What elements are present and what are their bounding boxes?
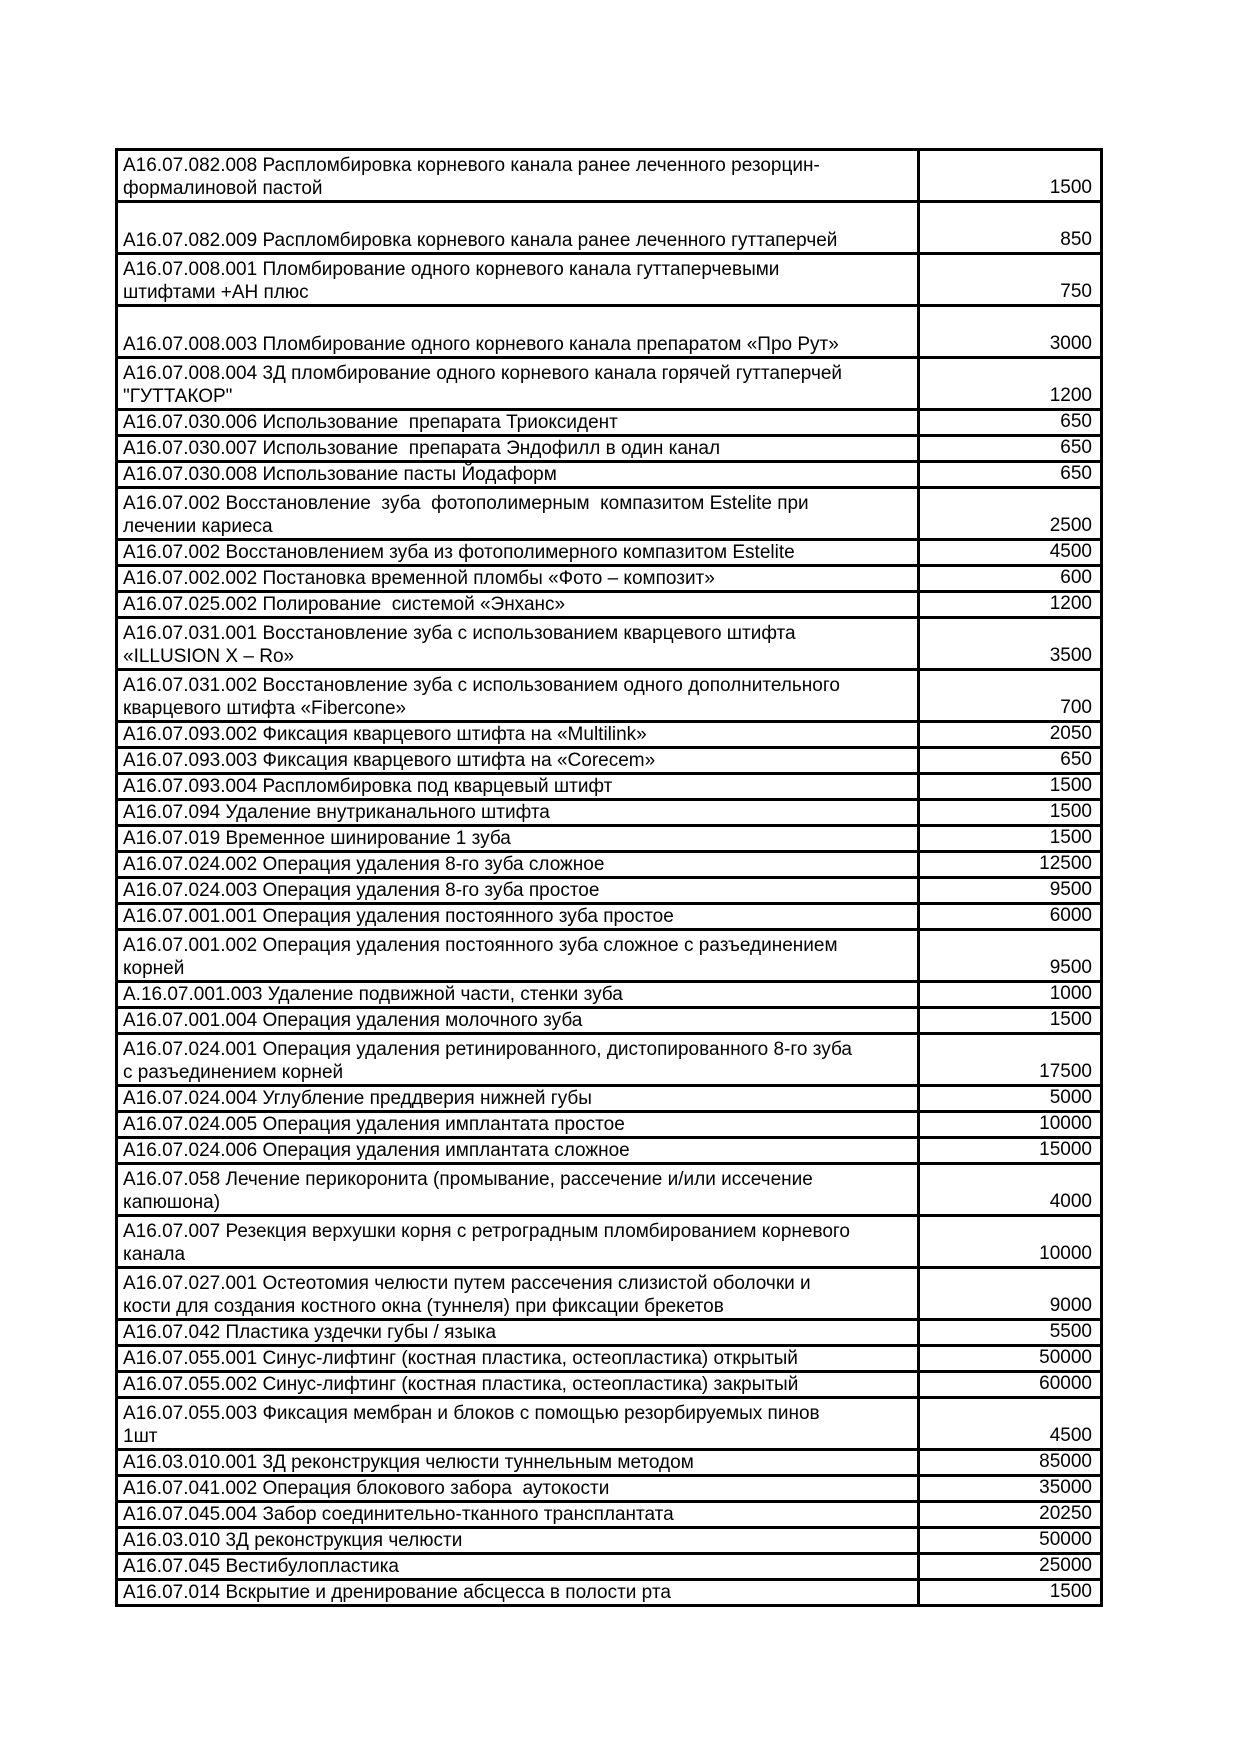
table-row: [118, 1035, 1100, 1087]
price-cell: 1500: [1049, 801, 1092, 822]
service-description-line: А16.07.024.001 Операция удаления ретинированного, дистопированного 8-го зуба: [123, 1039, 852, 1060]
service-description-cell: [118, 1087, 920, 1110]
service-description-cell: [118, 1139, 920, 1162]
service-description-line: А16.07.055.002 Синус-лифтинг (костная пластика, остеопластика) закрытый: [123, 1374, 799, 1395]
table-row: [118, 489, 1100, 541]
service-description-cell: [118, 1321, 920, 1344]
service-description-line: А16.07.019 Временное шинирование 1 зуба: [123, 828, 511, 849]
service-description-cell: [118, 489, 920, 538]
service-description-line: А16.03.010.001 3Д реконструкция челюсти туннельным методом: [123, 1452, 694, 1473]
table-row: [118, 1581, 1100, 1607]
service-description-cell: [118, 619, 920, 668]
table-row: [118, 1503, 1100, 1529]
service-description-cell: [118, 801, 920, 824]
service-description-line: А16.07.045.004 Забор соединительно-тканного трансплантата: [123, 1504, 674, 1525]
table-row: [118, 983, 1100, 1009]
service-description-line: капюшона): [123, 1192, 221, 1213]
service-description-line: 1шт: [123, 1426, 158, 1447]
price-cell: 50000: [1039, 1347, 1092, 1368]
price-cell: 5000: [1049, 1087, 1092, 1108]
service-description-cell: [118, 931, 920, 980]
service-description-cell: [118, 359, 920, 408]
price-cell: 4000: [1049, 1191, 1092, 1212]
price-cell: 4500: [1049, 1425, 1092, 1446]
price-cell: 1500: [1049, 827, 1092, 848]
service-description-cell: [118, 463, 920, 486]
table-row: [118, 853, 1100, 879]
service-description-line: А16.07.031.001 Восстановление зуба с использованием кварцевого штифта: [123, 623, 796, 644]
service-description-line: А16.07.001.004 Операция удаления молочного зуба: [123, 1010, 583, 1031]
price-cell: 35000: [1039, 1477, 1092, 1498]
service-description-line: формалиновой пастой: [123, 178, 323, 199]
service-description-line: А16.07.031.002 Восстановление зуба с использованием одного дополнительного: [123, 675, 840, 696]
service-description-cell: [118, 1269, 920, 1318]
service-description-cell: [118, 1217, 920, 1266]
service-description-cell: [118, 151, 920, 200]
table-row: [118, 1087, 1100, 1113]
service-description-cell: [118, 775, 920, 798]
price-cell: 1500: [1049, 775, 1092, 796]
service-description-line: А.16.07.001.003 Удаление подвижной части, стенки зуба: [123, 984, 623, 1005]
service-description-line: кости для создания костного окна (туннеля) при фиксации брекетов: [123, 1296, 724, 1317]
service-description-cell: [118, 437, 920, 460]
service-description-cell: [118, 827, 920, 850]
price-cell: 850: [1060, 229, 1092, 250]
table-row: [118, 619, 1100, 671]
table-row: [118, 905, 1100, 931]
table-row: [118, 1113, 1100, 1139]
service-description-line: А16.07.093.003 Фиксация кварцевого штифта на «Corecem»: [123, 750, 656, 771]
price-table: [115, 148, 1103, 1607]
table-row: [118, 203, 1100, 255]
table-row: [118, 801, 1100, 827]
table-row: [118, 775, 1100, 801]
price-cell: 1500: [1049, 1009, 1092, 1030]
service-description-line: А16.07.024.006 Операция удаления имплантата сложное: [123, 1140, 630, 1161]
service-description-cell: [118, 879, 920, 902]
price-cell: 700: [1060, 697, 1092, 718]
table-row: [118, 1373, 1100, 1399]
price-cell: 1000: [1049, 983, 1092, 1004]
price-cell: 5500: [1049, 1321, 1092, 1342]
service-description-cell: [118, 1529, 920, 1552]
price-cell: 1500: [1049, 1581, 1092, 1602]
service-description-cell: [118, 1581, 920, 1604]
table-row: [118, 1477, 1100, 1503]
price-cell: 9000: [1049, 1295, 1092, 1316]
service-description-line: "ГУТТАКОР": [123, 386, 233, 407]
service-description-cell: [118, 567, 920, 590]
service-description-line: А16.07.042 Пластика уздечки губы / языка: [123, 1322, 497, 1343]
service-description-line: лечении кариеса: [123, 516, 273, 537]
service-description-cell: [118, 255, 920, 304]
service-description-line: А16.07.082.009 Распломбировка корневого канала ранее леченного гуттаперчей: [123, 230, 838, 251]
price-cell: 2050: [1049, 723, 1092, 744]
price-cell: 60000: [1039, 1373, 1092, 1394]
service-description-cell: [118, 1009, 920, 1032]
table-row: [118, 1009, 1100, 1035]
service-description-line: А16.07.093.002 Фиксация кварцевого штифта на «Multilink»: [123, 724, 647, 745]
table-row: [118, 1217, 1100, 1269]
service-description-cell: [118, 203, 920, 252]
service-description-line: А16.07.025.002 Полирование системой «Энханс»: [123, 594, 566, 615]
table-row: [118, 541, 1100, 567]
service-description-line: А16.07.094 Удаление внутриканального штифта: [123, 802, 550, 823]
service-description-line: А16.07.024.005 Операция удаления имплантата простое: [123, 1114, 625, 1135]
table-row: [118, 1139, 1100, 1165]
price-cell: 25000: [1039, 1555, 1092, 1576]
table-row: [118, 1165, 1100, 1217]
service-description-cell: [118, 905, 920, 928]
price-cell: 10000: [1039, 1113, 1092, 1134]
service-description-line: А16.03.010 3Д реконструкция челюсти: [123, 1530, 463, 1551]
service-description-line: А16.07.024.003 Операция удаления 8-го зуба простое: [123, 880, 600, 901]
service-description-line: А16.07.001.001 Операция удаления постоянного зуба простое: [123, 906, 674, 927]
service-description-line: А16.07.030.006 Использование препарата Триоксидент: [123, 412, 618, 433]
price-cell: 3500: [1049, 645, 1092, 666]
service-description-line: «ILLUSION X – Ro»: [123, 646, 295, 667]
service-description-cell: [118, 1555, 920, 1578]
price-cell: 650: [1060, 463, 1092, 484]
table-row: [118, 437, 1100, 463]
table-row: [118, 749, 1100, 775]
price-cell: 15000: [1039, 1139, 1092, 1160]
service-description-cell: [118, 983, 920, 1006]
service-description-line: А16.07.030.007 Использование препарата Эндофилл в один канал: [123, 438, 721, 459]
price-cell: 1200: [1049, 593, 1092, 614]
table-row: [118, 1555, 1100, 1581]
price-cell: 4500: [1049, 541, 1092, 562]
service-description-line: кварцевого штифта «Fibercone»: [123, 698, 407, 719]
table-row: [118, 1347, 1100, 1373]
service-description-line: А16.07.007 Резекция верхушки корня с ретроградным пломбированием корневого: [123, 1221, 850, 1242]
table-row: [118, 255, 1100, 307]
table-row: [118, 151, 1100, 203]
price-cell: 12500: [1039, 853, 1092, 874]
service-description-cell: [118, 1035, 920, 1084]
service-description-cell: [118, 671, 920, 720]
price-cell: 50000: [1039, 1529, 1092, 1550]
service-description-line: А16.07.008.004 3Д пломбирование одного корневого канала горячей гуттаперчей: [123, 363, 843, 384]
service-description-cell: [118, 1503, 920, 1526]
service-description-line: А16.07.045 Вестибулопластика: [123, 1556, 400, 1577]
table-row: [118, 723, 1100, 749]
service-description-cell: [118, 1165, 920, 1214]
service-description-cell: [118, 1477, 920, 1500]
table-row: [118, 671, 1100, 723]
table-row: [118, 593, 1100, 619]
price-cell: 9500: [1049, 957, 1092, 978]
table-row: [118, 1269, 1100, 1321]
service-description-line: А16.07.093.004 Распломбировка под кварцевый штифт: [123, 776, 613, 797]
service-description-line: А16.07.001.002 Операция удаления постоянного зуба сложное с разъединением: [123, 935, 838, 956]
price-cell: 650: [1060, 749, 1092, 770]
service-description-line: А16.07.002 Восстановлением зуба из фотополимерного компазитом Estelite: [123, 542, 795, 563]
service-description-line: А16.07.055.003 Фиксация мембран и блоков с помощью резорбируемых пинов: [123, 1403, 820, 1424]
service-description-line: А16.07.058 Лечение перикоронита (промывание, рассечение и/или иссечение: [123, 1169, 813, 1190]
service-description-line: А16.07.014 Вскрытие и дренирование абсцесса в полости рта: [123, 1582, 671, 1603]
service-description-cell: [118, 1113, 920, 1136]
service-description-line: А16.07.055.001 Синус-лифтинг (костная пластика, остеопластика) открытый: [123, 1348, 798, 1369]
service-description-cell: [118, 1373, 920, 1396]
service-description-cell: [118, 307, 920, 356]
price-cell: 1200: [1049, 385, 1092, 406]
price-cell: 6000: [1049, 905, 1092, 926]
service-description-line: с разъединением корней: [123, 1062, 344, 1083]
service-description-line: А16.07.008.003 Пломбирование одного корневого канала препаратом «Про Рут»: [123, 334, 839, 355]
service-description-cell: [118, 1399, 920, 1448]
service-description-cell: [118, 1451, 920, 1474]
price-cell: 1500: [1049, 177, 1092, 198]
service-description-line: А16.07.030.008 Использование пасты Йодаформ: [123, 464, 557, 485]
service-description-line: канала: [123, 1244, 186, 1265]
service-description-cell: [118, 1347, 920, 1370]
price-cell: 600: [1060, 567, 1092, 588]
service-description-line: А16.07.002.002 Постановка временной пломбы «Фото – композит»: [123, 568, 715, 589]
table-row: [118, 827, 1100, 853]
service-description-cell: [118, 593, 920, 616]
service-description-cell: [118, 749, 920, 772]
table-row: [118, 931, 1100, 983]
table-row: [118, 359, 1100, 411]
service-description-cell: [118, 853, 920, 876]
table-row: [118, 1529, 1100, 1555]
service-description-line: А16.07.008.001 Пломбирование одного корневого канала гуттаперчевыми: [123, 259, 780, 280]
price-cell: 9500: [1049, 879, 1092, 900]
service-description-line: А16.07.002 Восстановление зуба фотополимерным компазитом Estelite при: [123, 493, 809, 514]
table-row: [118, 411, 1100, 437]
service-description-line: А16.07.024.002 Операция удаления 8-го зуба сложное: [123, 854, 605, 875]
service-description-line: корней: [123, 958, 185, 979]
price-cell: 2500: [1049, 515, 1092, 536]
table-row: [118, 307, 1100, 359]
price-cell: 750: [1060, 281, 1092, 302]
service-description-cell: [118, 541, 920, 564]
service-description-line: А16.07.024.004 Углубление преддверия нижней губы: [123, 1088, 592, 1109]
table-row: [118, 1451, 1100, 1477]
price-cell: 650: [1060, 411, 1092, 432]
service-description-cell: [118, 411, 920, 434]
price-cell: 650: [1060, 437, 1092, 458]
service-description-cell: [118, 723, 920, 746]
service-description-line: А16.07.082.008 Распломбировка корневого канала ранее леченного резорцин-: [123, 155, 820, 176]
table-row: [118, 879, 1100, 905]
table-row: [118, 1321, 1100, 1347]
table-row: [118, 463, 1100, 489]
service-description-line: А16.07.027.001 Остеотомия челюсти путем рассечения слизистой оболочки и: [123, 1273, 811, 1294]
service-description-line: А16.07.041.002 Операция блокового забора аутокости: [123, 1478, 610, 1499]
price-cell: 10000: [1039, 1243, 1092, 1264]
price-cell: 17500: [1039, 1061, 1092, 1082]
price-cell: 3000: [1049, 333, 1092, 354]
table-row: [118, 1399, 1100, 1451]
price-cell: 20250: [1039, 1503, 1092, 1524]
service-description-line: штифтами +АН плюс: [123, 282, 309, 303]
price-cell: 85000: [1039, 1451, 1092, 1472]
table-row: [118, 567, 1100, 593]
